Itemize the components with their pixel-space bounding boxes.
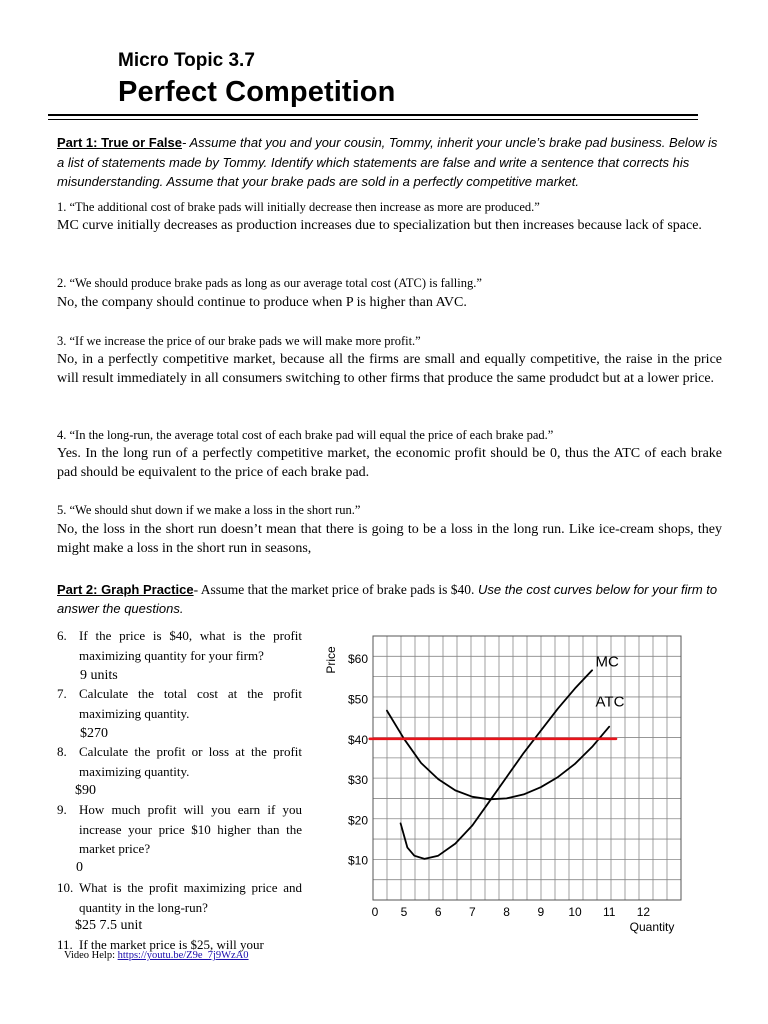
y-tick-label: $40 <box>347 732 368 747</box>
x-tick-label: 6 <box>434 905 442 919</box>
x-tick-label: 12 <box>636 905 651 919</box>
question-text: How much profit will you earn if you increase your price $10 higher than the market price? <box>79 802 302 856</box>
statement-5: 5. “We should shut down if we make a loss in the short run.” <box>57 503 361 517</box>
y-tick-label: $50 <box>347 692 368 707</box>
video-help <box>64 950 249 961</box>
title-rule-thin <box>48 119 698 120</box>
atc-label: ATC <box>595 693 625 711</box>
part1-instructions: - Assume that you and your cousin, Tommy, inherit your uncle’s brake pad business. Below is a list of statements made by Tommy. Identify which statements are false and write a sentence that corrects his misunderstanding. Assume that your brake pads are sold in a perfectly competitive market. <box>57 135 718 189</box>
question-number: 6. <box>57 628 67 643</box>
answer-1: MC curve initially decreases as production increases due to specialization but then increases because lack of space. <box>57 218 702 233</box>
x-tick-label: 10 <box>568 905 582 919</box>
page-title: Perfect Competition <box>118 76 396 108</box>
question-6 <box>57 626 302 665</box>
x-tick-label: 7 <box>469 905 476 919</box>
question-text: What is the profit maximizing price and quantity in the long-run? <box>79 880 302 915</box>
cost-curves-chart <box>318 630 698 940</box>
part2-text-b: Use the cost curves below for your firm to answer the questions. <box>57 582 718 616</box>
part1-heading: Part 1: True or False <box>57 135 182 150</box>
video-help-label: Video Help: <box>64 950 118 961</box>
answer-10: $25 7.5 unit <box>75 918 143 933</box>
answer-5: No, the loss in the short run doesn’t mean that there is going to be a loss in the long run. Like ice-cream shops, they might make a loss in the short run in seasons, <box>57 522 722 556</box>
mc-label: MC <box>595 653 619 671</box>
answer-7: $270 <box>80 726 108 741</box>
answer-8: $90 <box>75 783 96 798</box>
statement-4: 4. “In the long-run, the average total cost of each brake pad will equal the price of each brake pad.” <box>57 428 554 442</box>
part1-intro <box>57 133 722 192</box>
topic-label: Micro Topic 3.7 <box>118 50 255 71</box>
question-text: Calculate the profit or loss at the profit maximizing quantity. <box>79 744 302 779</box>
y-tick-label: $30 <box>347 773 368 788</box>
question-number: 11. <box>57 937 73 952</box>
title-rule <box>48 114 698 116</box>
atc-curve <box>387 711 609 800</box>
question-7 <box>57 684 302 723</box>
part2-heading: Part 2: Graph Practice <box>57 582 194 597</box>
video-help-link[interactable]: https://youtu.be/Z9e_7j9WzA0 <box>117 950 249 961</box>
question-number: 10. <box>57 880 74 895</box>
answer-6: 9 units <box>80 668 118 683</box>
answer-2: No, the company should continue to produce when P is higher than AVC. <box>57 295 467 310</box>
y-tick-label: $20 <box>347 813 368 828</box>
statement-1: 1. “The additional cost of brake pads will initially decrease then increase as more are produced.” <box>57 200 540 214</box>
question-number: 9. <box>57 802 67 817</box>
y-tick-label: $10 <box>347 853 368 868</box>
question-text: If the price is $40, what is the profit maximizing quantity for your firm? <box>79 628 302 663</box>
question-number: 8. <box>57 744 67 759</box>
x-axis-label: Quantity <box>629 920 675 934</box>
question-8 <box>57 742 302 781</box>
y-axis-label: Price <box>324 646 338 674</box>
question-text: If the market price is $25, will your <box>79 937 264 952</box>
part2-text-a: - Assume that the market price of brake pads is $40. <box>193 582 475 597</box>
answer-4: Yes. In the long run of a perfectly competitive market, the economic profit should be 0, thus the ATC of each brake pad should be equivalent to the price of each brake pad. <box>57 446 722 480</box>
question-10 <box>57 878 302 917</box>
part2-intro <box>57 580 722 618</box>
x-tick-label: 11 <box>602 905 616 919</box>
x-tick-label: 0 <box>371 905 379 919</box>
statement-2: 2. “We should produce brake pads as long as our average total cost (ATC) is falling.” <box>57 276 482 290</box>
x-tick-label: 8 <box>503 905 510 919</box>
question-9 <box>57 800 302 859</box>
statement-3: 3. “If we increase the price of our brake pads we will make more profit.” <box>57 334 421 348</box>
x-tick-label: 5 <box>400 905 408 919</box>
x-tick-label: 9 <box>537 905 545 919</box>
question-number: 7. <box>57 686 67 701</box>
answer-9: 0 <box>76 860 83 875</box>
y-tick-label: $60 <box>347 652 368 667</box>
question-text: Calculate the total cost at the profit maximizing quantity. <box>79 686 302 721</box>
answer-3: No, in a perfectly competitive market, because all the firms are small and equally competitive, the raise in the price will result immediately in all consumers switching to other firms that produce the same produdct but at a lower price. <box>57 352 722 386</box>
